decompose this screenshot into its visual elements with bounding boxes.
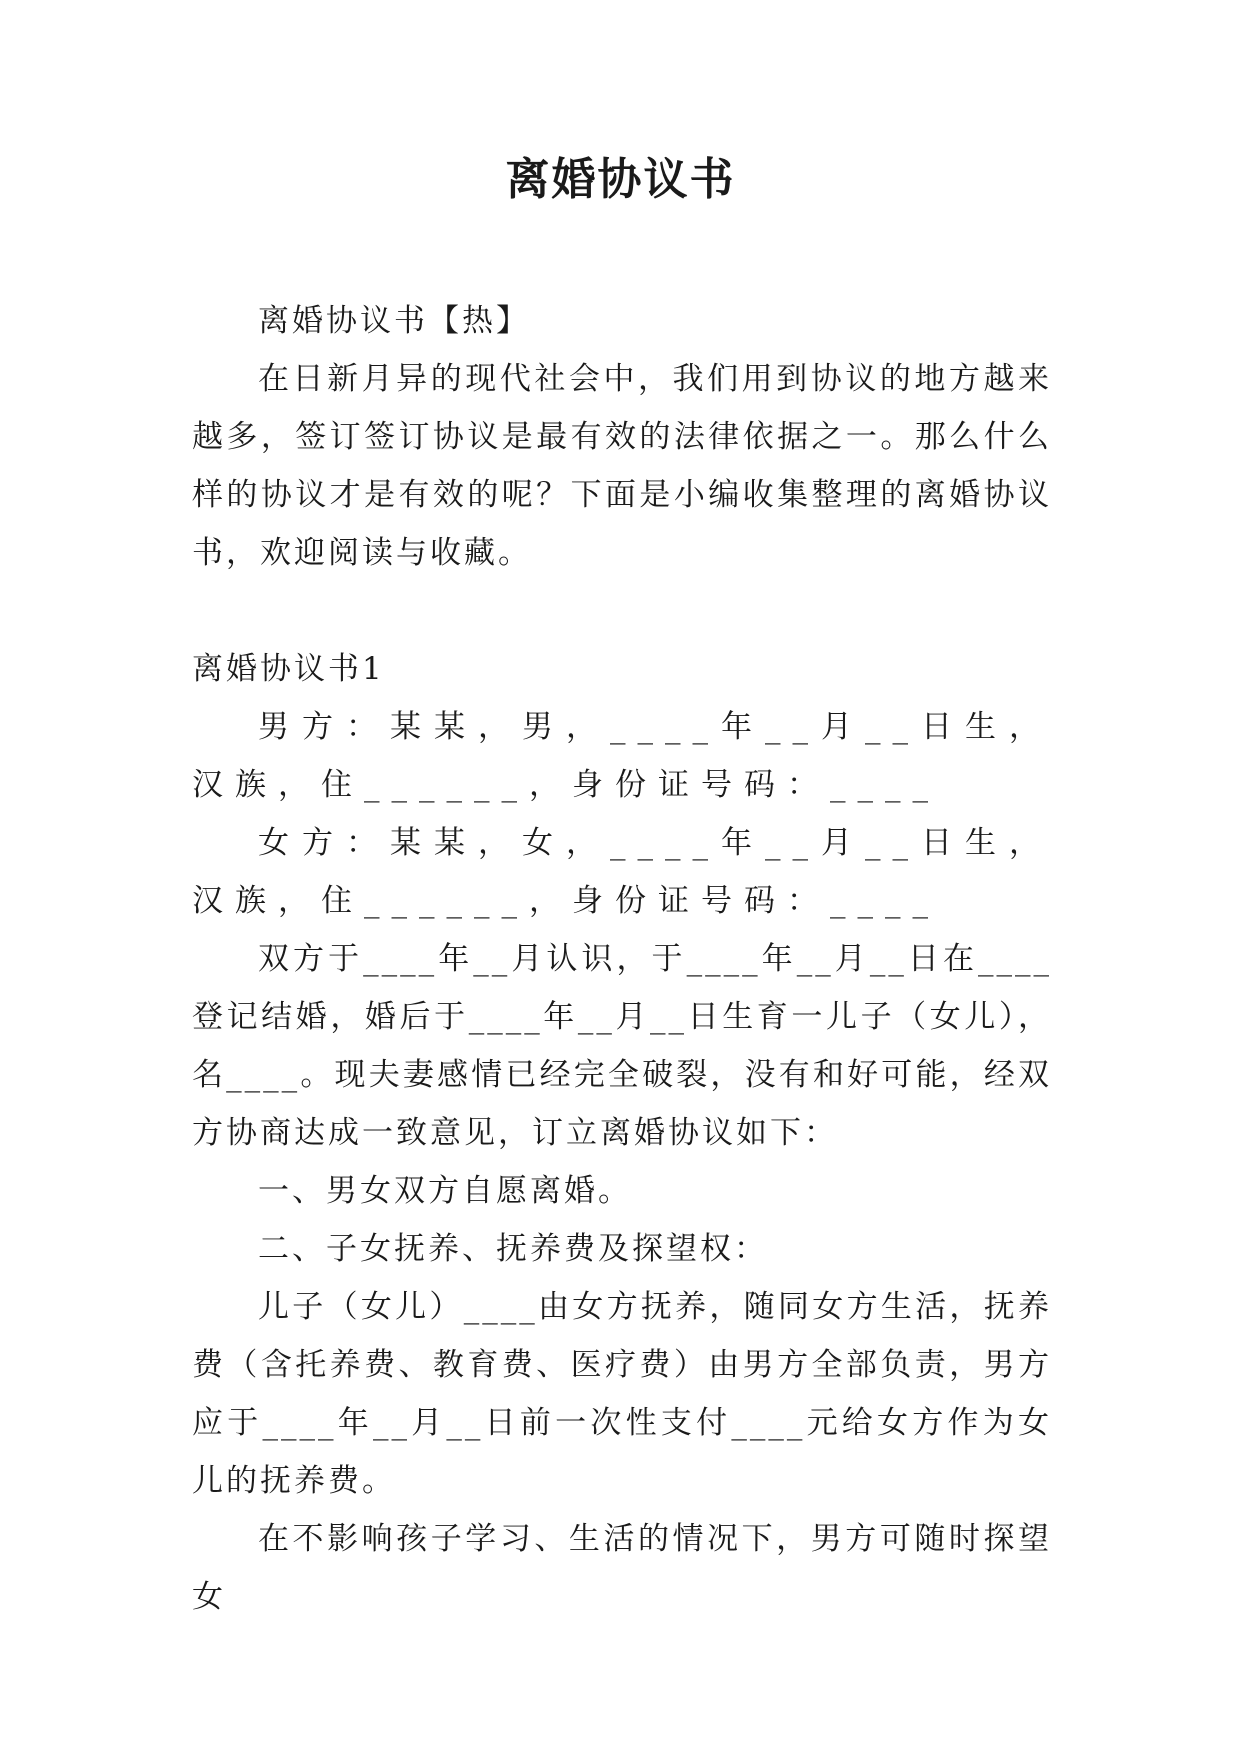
intro-paragraph: 在日新月异的现代社会中，我们用到协议的地方越来越多，签订签订协议是最有效的法律依据之一。那么什么样的协议才是有效的呢？下面是小编收集整理的离婚协议书，欢迎阅读与收藏。 xyxy=(192,361,1052,571)
female-party-paragraph: 女方：某某，女，____年__月__日生，汉族，住______，身份证号码：____ xyxy=(192,825,1052,919)
male-party-paragraph: 男方：某某，男，____年__月__日生，汉族，住______，身份证号码：____ xyxy=(192,709,1052,803)
clause-1-paragraph: 一、男女双方自愿离婚。 xyxy=(258,1173,632,1209)
visitation-paragraph: 在不影响孩子学习、生活的情况下，男方可随时探望女 xyxy=(192,1521,1052,1615)
subtitle-paragraph: 离婚协议书【热】 xyxy=(258,303,530,339)
marriage-facts-paragraph: 双方于____年__月认识，于____年__月__日在____登记结婚，婚后于____年__月__日生育一儿子（女儿），名____。现夫妻感情已经完全破裂，没有和好可能，经双方协商达成一致意见，订立离婚协议如下： xyxy=(192,941,1052,1151)
section-heading: 离婚协议书1 xyxy=(192,651,385,687)
document-body xyxy=(192,292,1052,1626)
child-custody-paragraph: 儿子（女儿）____由女方抚养，随同女方生活，抚养费（含托养费、教育费、医疗费）由男方全部负责，男方应于____年__月__日前一次性支付____元给女方作为女儿的抚养费。 xyxy=(192,1289,1052,1499)
document-title: 离婚协议书 xyxy=(505,154,736,205)
clause-2-heading: 二、子女抚养、抚养费及探望权： xyxy=(258,1231,768,1267)
